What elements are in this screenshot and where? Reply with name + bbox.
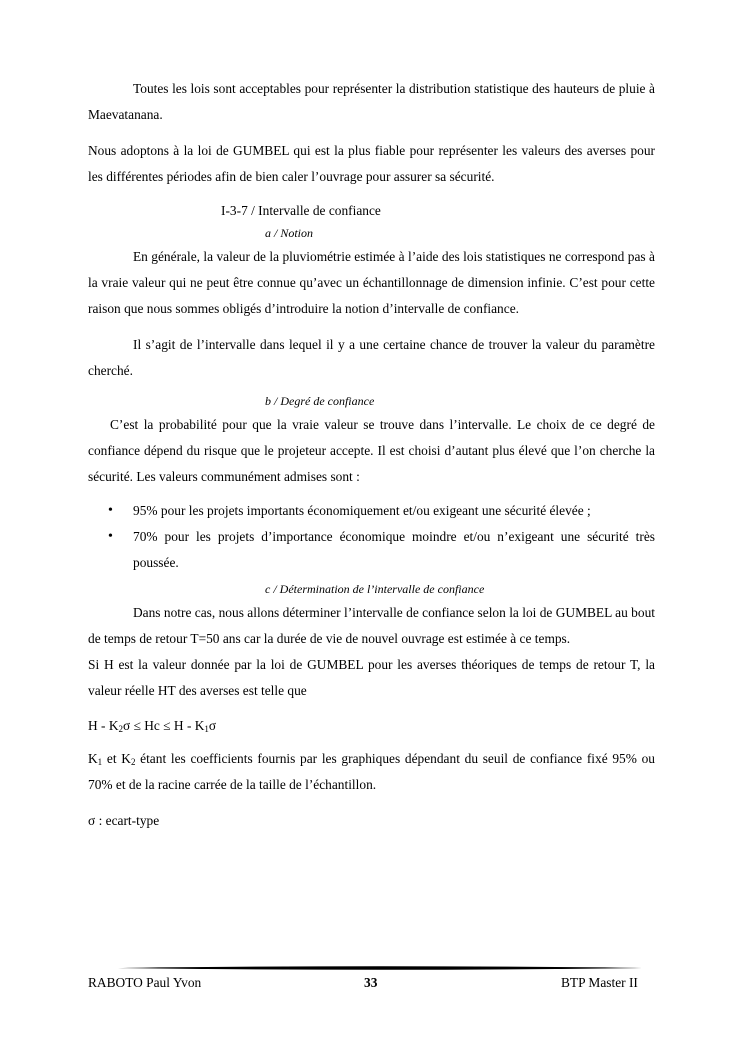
paragraph-laws: Toutes les lois sont acceptables pour représenter la distribution statistique des hauteurs de pluie à Maevatanana. <box>88 81 655 122</box>
paragraph-determination: Dans notre cas, nous allons déterminer l’intervalle de confiance selon la loi de GUMBEL au bout de temps de retour T=50 ans car la durée de vie de nouvel ouvrage est estimée à ce temps. <box>88 605 655 646</box>
paragraph-coefficients: $K_1$ et $K_2$ étant les coefficients fournis par les graphiques dépendant du seuil de confiance fixé 95% ou 70% et de la racine carrée de la taille de l’échantillon. <box>88 751 655 792</box>
formula: $H - K_2\sigma \le Hc \le H - K_1\sigma$ <box>88 718 217 734</box>
footer-program: BTP Master II <box>561 975 638 990</box>
subsection-notion: a / Notion <box>265 226 314 240</box>
bullet-icon: • <box>108 503 113 518</box>
bullet-icon: • <box>108 529 113 544</box>
confidence-list <box>88 498 655 576</box>
paragraph-notion: En générale, la valeur de la pluviométrie estimée à l’aide des lois statistiques ne correspond pas à la vraie valeur qui ne peut être connue qu’avec un échantillonnage de dimension infinie. C’est pour cette raison que nous sommes obligés d’introduire la notion d’intervalle de confiance. <box>88 249 655 316</box>
section-title: I-3-7 / Intervalle de confiance <box>221 203 381 218</box>
footer-author: RABOTO Paul Yvon <box>88 975 202 990</box>
sigma-definition: σ : ecart-type <box>88 813 160 828</box>
list-item: • 95% pour les projets importants économiquement et/ou exigeant une sécurité élevée ; <box>88 498 655 524</box>
page-body <box>88 76 655 834</box>
paragraph-gumbel-adoption: Nous adoptons à la loi de GUMBEL qui est la plus fiable pour représenter les valeurs des averses pour les différentes périodes afin de bien caler l’ouvrage pour assurer sa sécurité. <box>88 143 655 184</box>
paragraph-gumbel-h: Si H est la valeur donnée par la loi de GUMBEL pour les averses théoriques de temps de retour T, la valeur réelle HT des averses est telle que <box>88 657 655 698</box>
list-item: • 70% pour les projets d’importance économique moindre et/ou n’exigeant une sécurité très poussée. <box>88 524 655 576</box>
subsection-degree: b / Degré de confiance <box>265 394 375 408</box>
subsection-determination: c / Détermination de l’intervalle de confiance <box>265 582 485 596</box>
paragraph-interval-definition: Il s’agit de l’intervalle dans lequel il y a une certaine chance de trouver la valeur du paramètre cherché. <box>88 337 655 378</box>
paragraph-degree: C’est la probabilité pour que la vraie valeur se trouve dans l’intervalle. Le choix de ce degré de confiance dépend du risque que le projeteur accepte. Il est choisi d’autant plus élevé que l’on cherche la sécurité. Les valeurs communément admises sont : <box>88 417 655 484</box>
footer-divider <box>118 966 642 970</box>
page-number: 33 <box>364 975 378 990</box>
